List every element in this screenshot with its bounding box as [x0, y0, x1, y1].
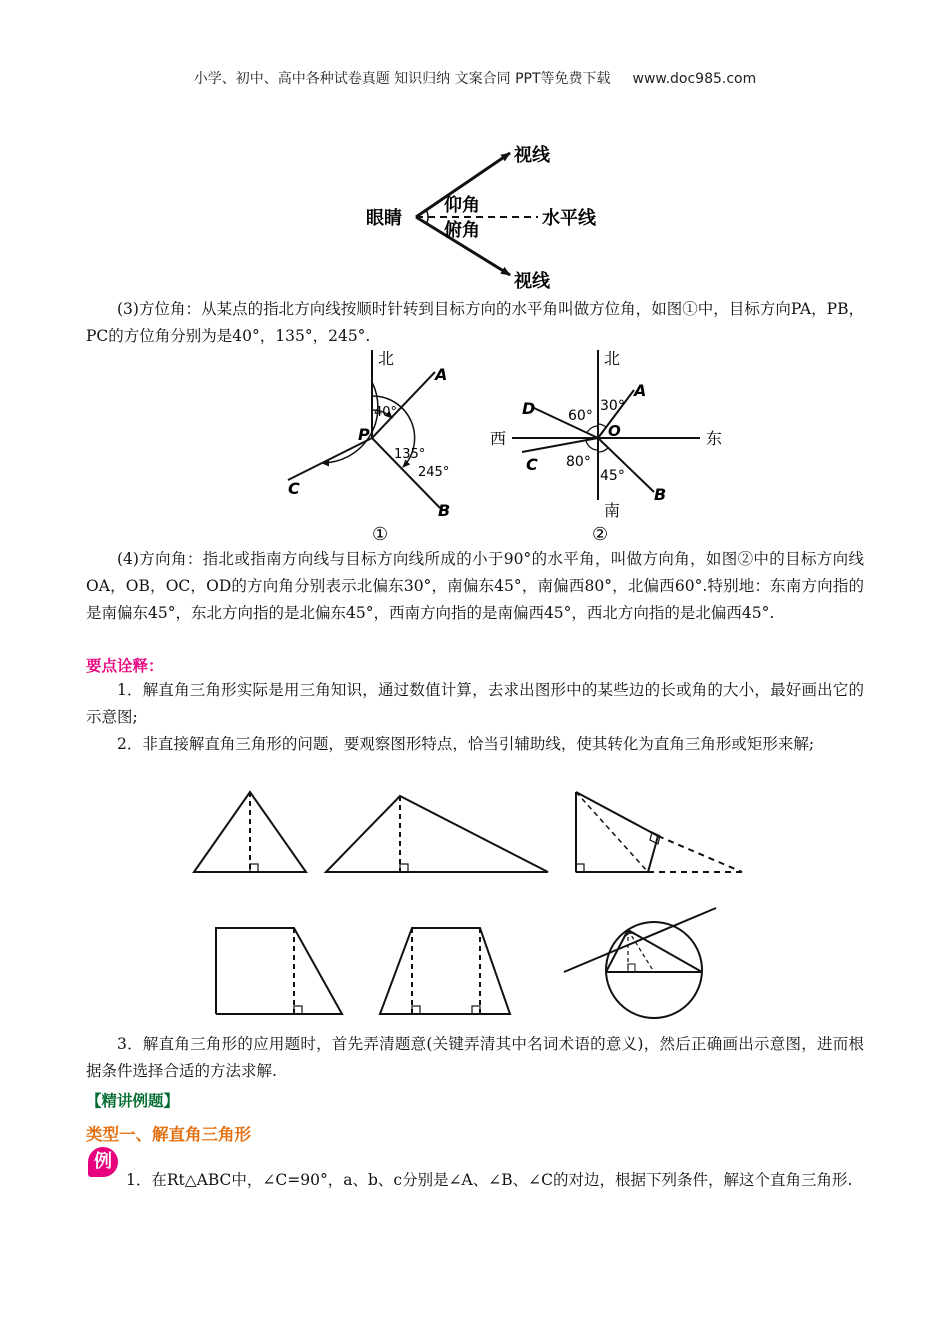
paragraph-bearing: (3)方位角：从某点的指北方向线按顺时针转到目标方向的水平角叫做方位角，如图①中，目标方向PA，PB，PC的方位角分别为是40°，135°，245°. — [86, 300, 864, 345]
header-site: www.doc985.com — [632, 71, 757, 87]
fig2-point-d: D — [522, 399, 536, 418]
eye-label: 眼睛 — [366, 208, 402, 229]
fig1-point-b: B — [438, 501, 451, 520]
fig1-point-a: A — [435, 365, 448, 384]
fig2-caption: ② — [592, 524, 609, 544]
sight-up-label: 视线 — [514, 145, 550, 166]
key-point-3: 3．解直角三角形的应用题时，首先弄清题意(关键弄清其中名词术语的意义)，然后正确画出示意图，进而根据条件选择合适的方法求解. — [86, 1035, 864, 1080]
example-1-text: 1．在Rt△ABC中，∠C=90°，a、b、c分别是∠A、∠B、∠C的对边，根据下列条件，解这个直角三角形. — [126, 1171, 853, 1189]
fig2-south-label: 南 — [604, 501, 621, 520]
elevation-label: 仰角 — [444, 195, 480, 216]
fig2-point-o: O — [608, 422, 621, 440]
fig1-point-c: C — [288, 479, 300, 498]
sight-line-figure — [360, 135, 620, 295]
fig2-point-b: B — [654, 485, 667, 504]
horizontal-label: 水平线 — [542, 208, 596, 229]
key-points-title: 要点诠释： — [86, 657, 164, 675]
fig2-angle-b: 45° — [600, 468, 625, 484]
fig1-angle-c: 245° — [418, 465, 450, 480]
right-trapezoid-diagram — [216, 928, 342, 1014]
key-point-2: 2．非直接解直角三角形的问题，要观察图形特点，恰当引辅助线，使其转化为直角三角形或矩形来解; — [117, 735, 815, 753]
auxiliary-line-diagrams-row1 — [186, 780, 750, 880]
depression-label: 俯角 — [444, 220, 480, 241]
circle-tangent-diagram — [564, 908, 716, 1018]
fig1-point-p: P — [358, 425, 370, 444]
isosceles-trapezoid-diagram — [380, 928, 510, 1014]
type1-title: 类型一、解直角三角形 — [86, 1125, 251, 1144]
fig1-angle-a: 40° — [374, 405, 398, 420]
fig1-north-label: 北 — [378, 349, 395, 368]
fig2-angle-a: 30° — [600, 398, 625, 414]
fig2-angle-d: 60° — [568, 408, 593, 424]
extended-triangle-diagram — [576, 792, 742, 872]
obtuse-triangle-altitude — [326, 796, 548, 872]
paragraph-direction: (4)方向角：指北或指南方向线与目标方向线所成的小于90°的水平角，叫做方向角，如图②中的目标方向线OA，OB，OC，OD的方向角分别表示北偏东30°，南偏东45°，南偏西80°，北偏西60°.特别地：东南方向指的是南偏东45°，东北方向指的是北偏东45°，西南方向指的是南偏西45°，西北方向指的是北偏西45°. — [86, 550, 864, 622]
key-point-1: 1．解直角三角形实际是用三角知识，通过数值计算，去求出图形中的某些边的长或角的大小，最好画出它的示意图; — [86, 681, 864, 726]
isosceles-triangle-altitude — [194, 792, 306, 872]
fig1-angle-b: 135° — [394, 447, 426, 462]
examples-title: 【精讲例题】 — [86, 1092, 180, 1110]
example-badge: 例 — [88, 1147, 118, 1177]
page-header — [0, 68, 950, 88]
fig1-caption: ① — [372, 524, 389, 544]
fig2-east-label: 东 — [706, 429, 723, 448]
sight-down-label: 视线 — [514, 271, 550, 292]
header-text: 小学、初中、高中各种试卷真题 知识归纳 文案合同 PPT等免费下载 — [193, 71, 611, 87]
fig2-angle-c: 80° — [566, 454, 591, 470]
fig2-north-label: 北 — [604, 349, 621, 368]
bearing-figure-1 — [280, 348, 470, 544]
fig2-point-a: A — [634, 381, 647, 400]
auxiliary-line-diagrams-row2 — [206, 896, 746, 1022]
direction-figure-2 — [486, 348, 736, 544]
fig2-west-label: 西 — [490, 429, 507, 448]
fig2-point-c: C — [526, 455, 538, 474]
